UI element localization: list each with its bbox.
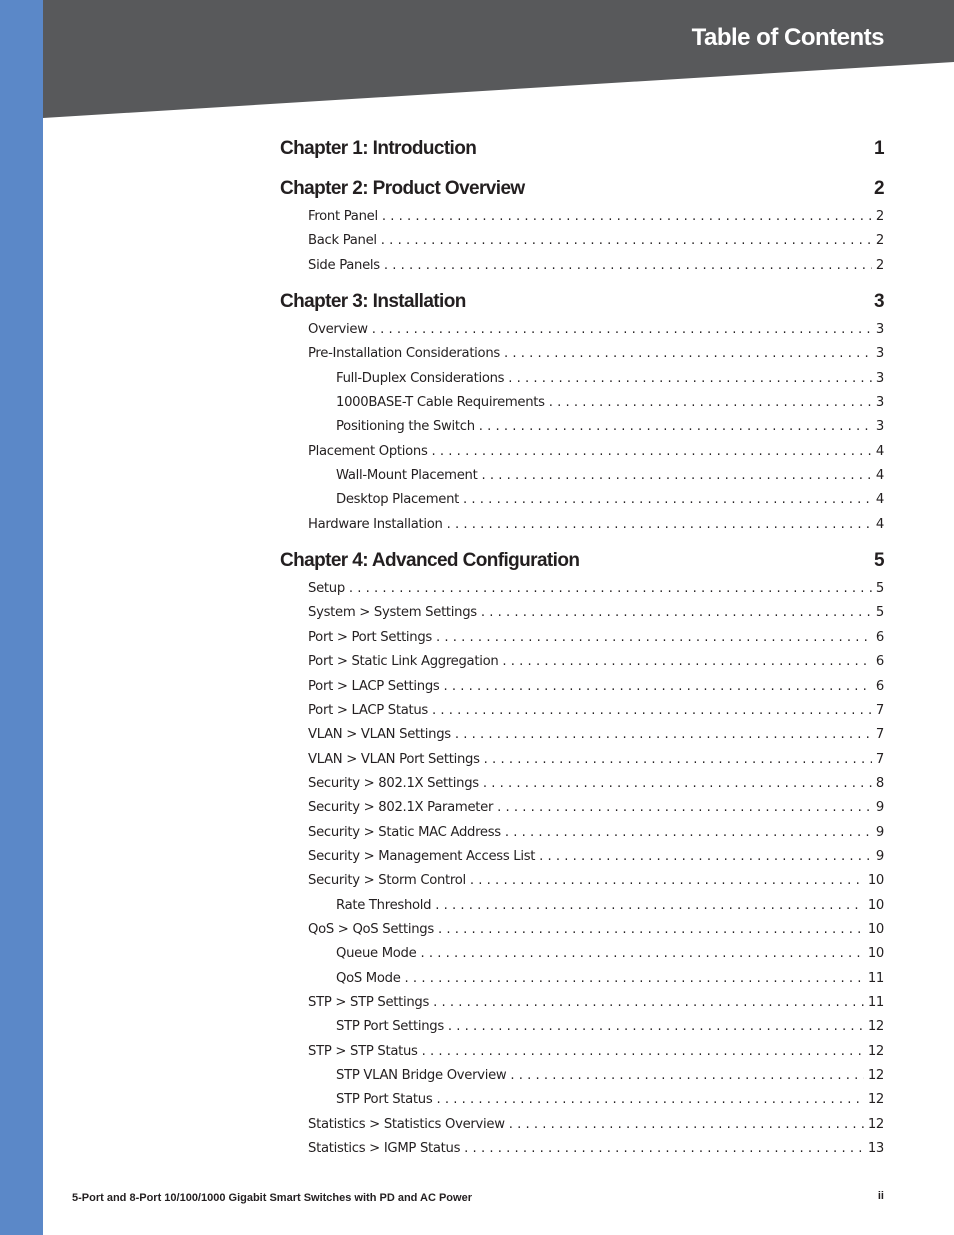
dot-leader (432, 440, 872, 464)
chapter-title: Chapter 2: Product Overview (280, 178, 525, 199)
entry-label: Port > LACP Settings (308, 678, 440, 694)
entry-page-number: 13 (867, 1141, 884, 1157)
entry-page-number: 10 (867, 946, 884, 962)
toc-subentry[interactable] (280, 391, 884, 415)
entry-page-number: 2 (875, 209, 884, 224)
footer-product-name: 5-Port and 8-Port 10/100/1000 Gigabit Smart Switches with PD and AC Power (72, 1192, 472, 1204)
dot-leader (539, 845, 872, 869)
dot-leader (436, 1088, 863, 1112)
entry-page-number: 11 (867, 994, 884, 1010)
toc-entry[interactable] (280, 675, 884, 699)
entry-label: Positioning the Switch (336, 419, 475, 435)
entry-label: Security > Static MAC Address (308, 824, 501, 840)
page-title: Table of Contents (691, 24, 884, 51)
chapter-title: Chapter 4: Advanced Configuration (280, 550, 580, 572)
toc-subentry[interactable] (280, 464, 884, 488)
entry-label: STP Port Settings (336, 1019, 444, 1035)
dot-leader (549, 391, 872, 415)
entry-page-number: 6 (875, 678, 884, 694)
entry-label: STP > STP Settings (308, 994, 430, 1010)
dot-leader (510, 1064, 863, 1088)
toc-entry[interactable] (280, 626, 884, 650)
toc-entry[interactable] (280, 796, 884, 820)
chapter-title: Chapter 1: Introduction (280, 138, 477, 159)
dot-leader (463, 488, 872, 512)
chapter-heading[interactable] (280, 133, 884, 165)
entry-page-number: 9 (875, 824, 884, 840)
toc-entry[interactable] (280, 918, 884, 942)
dot-leader (443, 675, 871, 699)
toc-subentry[interactable] (280, 1015, 884, 1039)
dot-leader (481, 464, 871, 488)
entry-label: STP VLAN Bridge Overview (336, 1068, 507, 1083)
dot-leader (372, 318, 872, 342)
toc-entry[interactable] (280, 342, 884, 366)
chapter-heading[interactable] (280, 286, 884, 318)
dot-leader (497, 796, 872, 820)
dot-leader (447, 513, 872, 537)
dot-leader (382, 205, 872, 229)
entry-label: Placement Options (308, 443, 428, 459)
entry-label: Hardware Installation (308, 516, 443, 532)
chapter-page-number: 5 (874, 550, 884, 572)
toc-entry[interactable] (280, 601, 884, 625)
entry-label: Port > Port Settings (308, 629, 433, 645)
toc-subentry[interactable] (280, 967, 884, 991)
toc-entry[interactable] (280, 205, 884, 229)
entry-label: Front Panel (308, 209, 378, 224)
entry-label: Rate Threshold (336, 897, 432, 913)
entry-page-number: 10 (867, 897, 884, 913)
toc-entry[interactable] (280, 513, 884, 537)
toc-entry[interactable] (280, 650, 884, 674)
chapter-page-number: 1 (874, 138, 884, 159)
entry-label: Pre-Installation Considerations (308, 346, 500, 362)
entry-label: Back Panel (308, 233, 377, 249)
entry-label: VLAN > VLAN Port Settings (308, 751, 480, 767)
entry-label: Queue Mode (336, 946, 417, 962)
entry-page-number: 9 (875, 848, 884, 864)
chapter-heading[interactable] (280, 173, 884, 205)
dot-leader (481, 601, 872, 625)
entry-label: QoS > QoS Settings (308, 921, 434, 937)
dot-leader (455, 723, 872, 747)
toc-entry[interactable] (280, 229, 884, 253)
toc-subentry[interactable] (280, 488, 884, 512)
footer-page-number: ii (877, 1190, 884, 1202)
entry-label: Security > 802.1X Settings (308, 775, 479, 791)
entry-page-number: 2 (875, 257, 884, 273)
dot-leader (509, 1113, 864, 1137)
side-accent-bar (0, 0, 43, 1235)
entry-label: VLAN > VLAN Settings (308, 727, 451, 743)
entry-page-number: 3 (875, 395, 884, 411)
entry-label: System > System Settings (308, 605, 477, 621)
entry-label: Full-Duplex Considerations (336, 370, 505, 386)
dot-leader (438, 918, 864, 942)
entry-label: QoS Mode (336, 970, 401, 986)
entry-page-number: 3 (875, 370, 884, 386)
entry-page-number: 7 (875, 751, 884, 767)
entry-page-number: 12 (867, 1019, 884, 1035)
entry-page-number: 5 (875, 581, 884, 597)
dot-leader (470, 869, 864, 893)
toc-subentry[interactable] (280, 1064, 884, 1088)
entry-label: Port > LACP Status (308, 702, 428, 718)
entry-label: Side Panels (308, 257, 380, 273)
table-of-contents (280, 133, 884, 1161)
entry-page-number: 5 (875, 605, 884, 621)
entry-label: Overview (308, 322, 368, 338)
dot-leader (433, 991, 864, 1015)
entry-page-number: 8 (875, 775, 884, 791)
dot-leader (384, 254, 872, 278)
entry-label: STP > STP Status (308, 1043, 418, 1059)
entry-page-number: 2 (875, 233, 884, 249)
entry-page-number: 12 (867, 1068, 884, 1083)
dot-leader (479, 415, 872, 439)
dot-leader (436, 626, 872, 650)
dot-leader (420, 942, 863, 966)
entry-page-number: 9 (875, 800, 884, 816)
dot-leader (508, 367, 872, 391)
dot-leader (448, 1015, 864, 1039)
entry-page-number: 10 (867, 873, 884, 889)
chapter-page-number: 2 (874, 178, 884, 199)
toc-entry[interactable] (280, 1137, 884, 1161)
entry-page-number: 12 (867, 1092, 884, 1108)
dot-leader (505, 821, 872, 845)
toc-entry[interactable] (280, 254, 884, 278)
dot-leader (405, 967, 864, 991)
toc-subentry[interactable] (280, 367, 884, 391)
toc-entry[interactable] (280, 821, 884, 845)
entry-page-number: 11 (867, 970, 884, 986)
entry-label: Security > Management Access List (308, 848, 536, 864)
toc-entry[interactable] (280, 699, 884, 723)
entry-page-number: 10 (867, 921, 884, 937)
entry-page-number: 4 (875, 443, 884, 459)
toc-entry[interactable] (280, 723, 884, 747)
dot-leader (464, 1137, 864, 1161)
toc-subentry[interactable] (280, 1088, 884, 1112)
dot-leader (381, 229, 872, 253)
entry-label: Statistics > Statistics Overview (308, 1116, 505, 1132)
chapter-page-number: 3 (874, 291, 884, 313)
dot-leader (435, 894, 864, 918)
dot-leader (504, 342, 872, 366)
toc-entry[interactable] (280, 748, 884, 772)
toc-entry[interactable] (280, 1040, 884, 1064)
toc-entry[interactable] (280, 845, 884, 869)
dot-leader (349, 577, 872, 601)
chapter-heading[interactable] (280, 545, 884, 577)
entry-label: Statistics > IGMP Status (308, 1141, 461, 1157)
toc-entry[interactable] (280, 318, 884, 342)
entry-page-number: 6 (875, 629, 884, 645)
entry-label: STP Port Status (336, 1092, 433, 1108)
entry-label: 1000BASE-T Cable Requirements (336, 395, 545, 411)
toc-entry[interactable] (280, 577, 884, 601)
dot-leader (502, 650, 872, 674)
dot-leader (432, 699, 872, 723)
entry-label: Port > Static Link Aggregation (308, 654, 499, 670)
entry-page-number: 12 (867, 1043, 884, 1059)
dot-leader (484, 748, 872, 772)
toc-entry[interactable] (280, 869, 884, 893)
dot-leader (483, 772, 872, 796)
toc-entry[interactable] (280, 440, 884, 464)
entry-page-number: 3 (875, 419, 884, 435)
chapter-title: Chapter 3: Installation (280, 291, 466, 313)
entry-page-number: 6 (875, 654, 884, 670)
toc-entry[interactable] (280, 991, 884, 1015)
toc-entry[interactable] (280, 1113, 884, 1137)
entry-label: Wall-Mount Placement (336, 468, 478, 484)
entry-label: Setup (308, 581, 345, 597)
entry-page-number: 7 (875, 727, 884, 743)
entry-page-number: 3 (875, 322, 884, 338)
entry-page-number: 3 (875, 346, 884, 362)
entry-page-number: 4 (875, 492, 884, 508)
toc-subentry[interactable] (280, 415, 884, 439)
entry-page-number: 7 (875, 702, 884, 718)
toc-subentry[interactable] (280, 894, 884, 918)
entry-page-number: 12 (867, 1116, 884, 1132)
entry-label: Desktop Placement (336, 492, 460, 508)
entry-page-number: 4 (875, 516, 884, 532)
header-band (43, 0, 954, 120)
entry-label: Security > Storm Control (308, 873, 466, 889)
toc-entry[interactable] (280, 772, 884, 796)
entry-label: Security > 802.1X Parameter (308, 800, 494, 816)
entry-page-number: 4 (875, 468, 884, 484)
dot-leader (422, 1040, 864, 1064)
toc-subentry[interactable] (280, 942, 884, 966)
